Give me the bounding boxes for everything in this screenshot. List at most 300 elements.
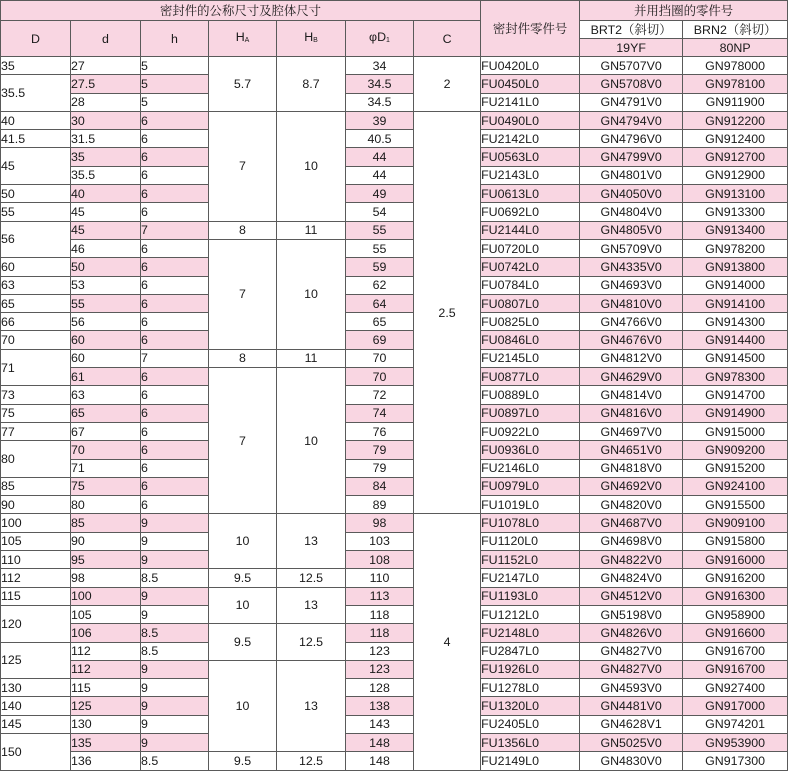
cell-brn2: GN917000 xyxy=(683,697,788,715)
table-row xyxy=(1,422,788,440)
table-row xyxy=(1,551,788,569)
table-row xyxy=(1,587,788,605)
cell-h: 9 xyxy=(141,679,209,697)
table-row xyxy=(1,514,788,532)
cell-brt2: GN4335V0 xyxy=(580,258,683,276)
cell-D1: 55 xyxy=(346,239,414,257)
cell-h: 8.5 xyxy=(141,752,209,770)
cell-brt2: GN4628V1 xyxy=(580,715,683,733)
cell-d: 61 xyxy=(71,368,141,386)
cell-D: 90 xyxy=(1,496,71,514)
cell-brt2: GN5025V0 xyxy=(580,733,683,751)
cell-D1: 70 xyxy=(346,368,414,386)
cell-brt2: GN4827V0 xyxy=(580,642,683,660)
cell-part-no: FU1120L0 xyxy=(481,532,580,550)
cell-h: 6 xyxy=(141,422,209,440)
cell-part-no: FU2148L0 xyxy=(481,624,580,642)
cell-h: 6 xyxy=(141,331,209,349)
cell-D1: 128 xyxy=(346,679,414,697)
cell-D: 50 xyxy=(1,185,71,203)
cell-brn2: GN913800 xyxy=(683,258,788,276)
cell-h: 9 xyxy=(141,660,209,678)
table-row xyxy=(1,368,788,386)
table-row xyxy=(1,203,788,221)
cell-part-no: FU0807L0 xyxy=(481,294,580,312)
cell-brt2: GN4810V0 xyxy=(580,294,683,312)
table-row xyxy=(1,569,788,587)
cell-part-no: FU0720L0 xyxy=(481,239,580,257)
cell-part-no: FU2143L0 xyxy=(481,166,580,184)
cell-d: 65 xyxy=(71,404,141,422)
cell-h: 6 xyxy=(141,459,209,477)
cell-part-no: FU0420L0 xyxy=(481,57,580,75)
cell-brn2: GN915000 xyxy=(683,422,788,440)
table-row xyxy=(1,624,788,642)
cell-part-no: FU2146L0 xyxy=(481,459,580,477)
cell-brt2: GN4593V0 xyxy=(580,679,683,697)
cell-D1: 113 xyxy=(346,587,414,605)
cell-h: 6 xyxy=(141,294,209,312)
cell-part-no: FU0936L0 xyxy=(481,441,580,459)
cell-d: 40 xyxy=(71,185,141,203)
cell-HA: 5.7 xyxy=(209,57,277,112)
cell-brn2: GN911900 xyxy=(683,93,788,111)
cell-brn2: GN916600 xyxy=(683,624,788,642)
cell-h: 6 xyxy=(141,130,209,148)
cell-HB: 10 xyxy=(277,111,346,221)
cell-h: 9 xyxy=(141,551,209,569)
cell-d: 71 xyxy=(71,459,141,477)
cell-brt2: GN4481V0 xyxy=(580,697,683,715)
cell-D: 60 xyxy=(1,258,71,276)
cell-D: 100 xyxy=(1,514,71,532)
cell-h: 9 xyxy=(141,514,209,532)
cell-part-no: FU0825L0 xyxy=(481,313,580,331)
cell-h: 6 xyxy=(141,313,209,331)
cell-brt2: GN4812V0 xyxy=(580,349,683,367)
cell-brn2: GN916700 xyxy=(683,660,788,678)
col-header-HB xyxy=(277,21,346,57)
cell-brn2: GN914000 xyxy=(683,276,788,294)
cell-HB: 10 xyxy=(277,239,346,349)
cell-part-no: FU0889L0 xyxy=(481,386,580,404)
col-header-D1-main: φD xyxy=(369,29,387,44)
cell-brt2: GN4820V0 xyxy=(580,496,683,514)
cell-D1: 110 xyxy=(346,569,414,587)
cell-d: 85 xyxy=(71,514,141,532)
cell-D1: 108 xyxy=(346,551,414,569)
cell-D: 56 xyxy=(1,221,71,258)
cell-brn2: GN958900 xyxy=(683,605,788,623)
cell-D1: 143 xyxy=(346,715,414,733)
cell-brn2: GN914900 xyxy=(683,404,788,422)
cell-D1: 148 xyxy=(346,733,414,751)
cell-brn2: GN914700 xyxy=(683,386,788,404)
cell-brt2: GN4818V0 xyxy=(580,459,683,477)
cell-D1: 70 xyxy=(346,349,414,367)
cell-part-no: FU2144L0 xyxy=(481,221,580,239)
cell-brt2: GN4824V0 xyxy=(580,569,683,587)
cell-D: 120 xyxy=(1,605,71,642)
cell-brn2: GN915500 xyxy=(683,496,788,514)
cell-part-no: FU0877L0 xyxy=(481,368,580,386)
cell-d: 70 xyxy=(71,441,141,459)
cell-d: 136 xyxy=(71,752,141,770)
cell-brn2: GN912400 xyxy=(683,130,788,148)
col-header-h: h xyxy=(141,21,209,57)
cell-D1: 79 xyxy=(346,441,414,459)
cell-d: 90 xyxy=(71,532,141,550)
cell-D: 40 xyxy=(1,111,71,129)
col-header-HA-main: H xyxy=(235,29,245,44)
col-header-HB-main: H xyxy=(304,29,314,44)
cell-D1: 69 xyxy=(346,331,414,349)
cell-h: 8.5 xyxy=(141,624,209,642)
cell-D: 41.5 xyxy=(1,130,71,148)
cell-part-no: FU1152L0 xyxy=(481,551,580,569)
cell-HB: 11 xyxy=(277,221,346,239)
col-header-HA xyxy=(209,21,277,57)
cell-part-no: FU1926L0 xyxy=(481,660,580,678)
cell-D: 110 xyxy=(1,551,71,569)
cell-brt2: GN4822V0 xyxy=(580,551,683,569)
cell-D1: 62 xyxy=(346,276,414,294)
cell-D1: 74 xyxy=(346,404,414,422)
cell-HA: 10 xyxy=(209,514,277,569)
table-row xyxy=(1,660,788,678)
cell-brt2: GN4804V0 xyxy=(580,203,683,221)
cell-brt2: GN4796V0 xyxy=(580,130,683,148)
cell-d: 27 xyxy=(71,57,141,75)
cell-part-no: FU1078L0 xyxy=(481,514,580,532)
col-header-HB-sub: B xyxy=(313,36,318,44)
cell-D: 45 xyxy=(1,148,71,185)
cell-h: 9 xyxy=(141,715,209,733)
cell-brn2: GN978100 xyxy=(683,75,788,93)
cell-D1: 65 xyxy=(346,313,414,331)
table-row xyxy=(1,221,788,239)
cell-D: 73 xyxy=(1,386,71,404)
brn2-header: BRN2（斜切） xyxy=(683,21,788,39)
table-row xyxy=(1,93,788,111)
cell-D: 71 xyxy=(1,349,71,386)
cell-D1: 40.5 xyxy=(346,130,414,148)
cell-brn2: GN914100 xyxy=(683,294,788,312)
brt2-material-header: 19YF xyxy=(580,39,683,57)
table-row xyxy=(1,258,788,276)
cell-h: 6 xyxy=(141,386,209,404)
cell-h: 6 xyxy=(141,111,209,129)
cell-h: 6 xyxy=(141,496,209,514)
cell-d: 60 xyxy=(71,331,141,349)
cell-h: 9 xyxy=(141,605,209,623)
cell-brt2: GN4791V0 xyxy=(580,93,683,111)
brt2-header: BRT2（斜切） xyxy=(580,21,683,39)
cell-part-no: FU1278L0 xyxy=(481,679,580,697)
cell-h: 6 xyxy=(141,368,209,386)
cell-HA: 10 xyxy=(209,587,277,624)
cell-brn2: GN913300 xyxy=(683,203,788,221)
table-row xyxy=(1,441,788,459)
col-header-HA-sub: A xyxy=(244,36,250,44)
cell-h: 8.5 xyxy=(141,642,209,660)
cell-brn2: GN915800 xyxy=(683,532,788,550)
table-row xyxy=(1,130,788,148)
cell-D: 35 xyxy=(1,57,71,75)
cell-part-no: FU0742L0 xyxy=(481,258,580,276)
cell-part-no: FU1019L0 xyxy=(481,496,580,514)
cell-brt2: GN4827V0 xyxy=(580,660,683,678)
cell-D1: 148 xyxy=(346,752,414,770)
cell-C: 4 xyxy=(414,514,481,770)
cell-HB: 12.5 xyxy=(277,752,346,770)
col-header-C: C xyxy=(414,21,481,57)
cell-HB: 13 xyxy=(277,660,346,751)
cell-brn2: GN914300 xyxy=(683,313,788,331)
cell-HB: 8.7 xyxy=(277,57,346,112)
dimension-group-header: 密封件的公称尺寸及腔体尺寸 xyxy=(1,1,481,21)
table-row xyxy=(1,166,788,184)
cell-part-no: FU2405L0 xyxy=(481,715,580,733)
cell-D: 66 xyxy=(1,313,71,331)
table-row xyxy=(1,532,788,550)
cell-part-no: FU2145L0 xyxy=(481,349,580,367)
cell-D1: 138 xyxy=(346,697,414,715)
cell-d: 35 xyxy=(71,148,141,166)
table-row xyxy=(1,294,788,312)
cell-HA: 9.5 xyxy=(209,624,277,661)
cell-h: 6 xyxy=(141,404,209,422)
cell-HB: 13 xyxy=(277,587,346,624)
cell-h: 9 xyxy=(141,733,209,751)
cell-part-no: FU2141L0 xyxy=(481,93,580,111)
cell-d: 31.5 xyxy=(71,130,141,148)
table-row xyxy=(1,752,788,770)
cell-h: 6 xyxy=(141,203,209,221)
cell-part-no: FU0450L0 xyxy=(481,75,580,93)
cell-D: 35.5 xyxy=(1,75,71,112)
cell-D: 65 xyxy=(1,294,71,312)
table-row xyxy=(1,605,788,623)
table-row xyxy=(1,715,788,733)
cell-h: 7 xyxy=(141,349,209,367)
table-row xyxy=(1,331,788,349)
cell-brn2: GN978200 xyxy=(683,239,788,257)
cell-d: 46 xyxy=(71,239,141,257)
table-row xyxy=(1,349,788,367)
cell-brt2: GN4697V0 xyxy=(580,422,683,440)
cell-D1: 72 xyxy=(346,386,414,404)
cell-brt2: GN4830V0 xyxy=(580,752,683,770)
cell-brn2: GN914400 xyxy=(683,331,788,349)
cell-brt2: GN4766V0 xyxy=(580,313,683,331)
cell-D: 105 xyxy=(1,532,71,550)
cell-D: 85 xyxy=(1,477,71,495)
cell-D1: 79 xyxy=(346,459,414,477)
cell-h: 9 xyxy=(141,587,209,605)
cell-part-no: FU2147L0 xyxy=(481,569,580,587)
table-row xyxy=(1,459,788,477)
cell-HA: 8 xyxy=(209,349,277,367)
cell-h: 9 xyxy=(141,532,209,550)
table-row xyxy=(1,185,788,203)
cell-brn2: GN916200 xyxy=(683,569,788,587)
cell-D1: 34.5 xyxy=(346,75,414,93)
cell-d: 112 xyxy=(71,660,141,678)
cell-brn2: GN924100 xyxy=(683,477,788,495)
cell-d: 45 xyxy=(71,203,141,221)
cell-d: 130 xyxy=(71,715,141,733)
table-row xyxy=(1,477,788,495)
cell-d: 63 xyxy=(71,386,141,404)
cell-d: 115 xyxy=(71,679,141,697)
cell-brn2: GN914500 xyxy=(683,349,788,367)
col-header-D: D xyxy=(1,21,71,57)
cell-D: 150 xyxy=(1,733,71,770)
cell-d: 45 xyxy=(71,221,141,239)
cell-d: 105 xyxy=(71,605,141,623)
cell-d: 112 xyxy=(71,642,141,660)
cell-d: 135 xyxy=(71,733,141,751)
table-body xyxy=(1,57,788,771)
cell-d: 106 xyxy=(71,624,141,642)
cell-D: 75 xyxy=(1,404,71,422)
cell-part-no: FU1356L0 xyxy=(481,733,580,751)
cell-brt2: GN5709V0 xyxy=(580,239,683,257)
cell-brt2: GN4801V0 xyxy=(580,166,683,184)
cell-h: 6 xyxy=(141,166,209,184)
cell-brn2: GN978000 xyxy=(683,57,788,75)
cell-D: 145 xyxy=(1,715,71,733)
cell-brn2: GN915200 xyxy=(683,459,788,477)
cell-d: 60 xyxy=(71,349,141,367)
cell-brt2: GN4512V0 xyxy=(580,587,683,605)
table-row xyxy=(1,679,788,697)
cell-HA: 7 xyxy=(209,111,277,221)
table-row xyxy=(1,733,788,751)
cell-HA: 9.5 xyxy=(209,752,277,770)
cell-HA: 10 xyxy=(209,660,277,751)
cell-h: 5 xyxy=(141,93,209,111)
cell-h: 6 xyxy=(141,258,209,276)
col-header-d: d xyxy=(71,21,141,57)
cell-d: 125 xyxy=(71,697,141,715)
table-row xyxy=(1,386,788,404)
cell-part-no: FU0692L0 xyxy=(481,203,580,221)
cell-D1: 76 xyxy=(346,422,414,440)
cell-D1: 34.5 xyxy=(346,93,414,111)
cell-brt2: GN4826V0 xyxy=(580,624,683,642)
cell-brt2: GN4050V0 xyxy=(580,185,683,203)
cell-D1: 98 xyxy=(346,514,414,532)
cell-D: 112 xyxy=(1,569,71,587)
table-row xyxy=(1,57,788,75)
cell-h: 9 xyxy=(141,697,209,715)
cell-h: 6 xyxy=(141,239,209,257)
cell-h: 5 xyxy=(141,57,209,75)
cell-brt2: GN4629V0 xyxy=(580,368,683,386)
cell-d: 50 xyxy=(71,258,141,276)
cell-part-no: FU1320L0 xyxy=(481,697,580,715)
cell-brt2: GN5708V0 xyxy=(580,75,683,93)
cell-D1: 49 xyxy=(346,185,414,203)
cell-d: 67 xyxy=(71,422,141,440)
cell-brn2: GN916300 xyxy=(683,587,788,605)
cell-HB: 12.5 xyxy=(277,624,346,661)
cell-HA: 9.5 xyxy=(209,569,277,587)
cell-part-no: FU0979L0 xyxy=(481,477,580,495)
cell-D1: 103 xyxy=(346,532,414,550)
cell-part-no: FU0613L0 xyxy=(481,185,580,203)
cell-HA: 8 xyxy=(209,221,277,239)
cell-D1: 118 xyxy=(346,624,414,642)
cell-D: 63 xyxy=(1,276,71,294)
cell-HB: 10 xyxy=(277,368,346,514)
cell-D1: 55 xyxy=(346,221,414,239)
cell-d: 53 xyxy=(71,276,141,294)
seal-part-no-header: 密封件零件号 xyxy=(481,1,580,57)
cell-part-no: FU2149L0 xyxy=(481,752,580,770)
cell-d: 35.5 xyxy=(71,166,141,184)
cell-d: 28 xyxy=(71,93,141,111)
cell-brn2: GN953900 xyxy=(683,733,788,751)
cell-D: 55 xyxy=(1,203,71,221)
cell-D1: 123 xyxy=(346,642,414,660)
cell-brt2: GN4693V0 xyxy=(580,276,683,294)
cell-brn2: GN909100 xyxy=(683,514,788,532)
table-row xyxy=(1,313,788,331)
cell-D: 140 xyxy=(1,697,71,715)
cell-D1: 84 xyxy=(346,477,414,495)
cell-D: 77 xyxy=(1,422,71,440)
cell-brn2: GN912200 xyxy=(683,111,788,129)
cell-HA: 7 xyxy=(209,239,277,349)
cell-brn2: GN912900 xyxy=(683,166,788,184)
table-row xyxy=(1,404,788,422)
cell-brn2: GN913100 xyxy=(683,185,788,203)
cell-part-no: FU1193L0 xyxy=(481,587,580,605)
cell-D1: 44 xyxy=(346,166,414,184)
table-row xyxy=(1,111,788,129)
col-header-D1-sub: 1 xyxy=(386,36,390,44)
cell-brn2: GN916700 xyxy=(683,642,788,660)
cell-brt2: GN5198V0 xyxy=(580,605,683,623)
cell-brt2: GN4816V0 xyxy=(580,404,683,422)
cell-part-no: FU0897L0 xyxy=(481,404,580,422)
brn2-material-header: 80NP xyxy=(683,39,788,57)
cell-part-no: FU0922L0 xyxy=(481,422,580,440)
backup-ring-header: 并用挡圈的零件号 xyxy=(580,1,788,21)
cell-HA: 7 xyxy=(209,368,277,514)
cell-brn2: GN912700 xyxy=(683,148,788,166)
cell-brt2: GN4692V0 xyxy=(580,477,683,495)
cell-D: 70 xyxy=(1,331,71,349)
cell-h: 5 xyxy=(141,75,209,93)
cell-h: 6 xyxy=(141,477,209,495)
cell-D1: 39 xyxy=(346,111,414,129)
cell-d: 56 xyxy=(71,313,141,331)
cell-part-no: FU0846L0 xyxy=(481,331,580,349)
cell-h: 6 xyxy=(141,185,209,203)
cell-D1: 44 xyxy=(346,148,414,166)
table-row xyxy=(1,239,788,257)
table-row xyxy=(1,148,788,166)
cell-D: 125 xyxy=(1,642,71,679)
cell-C: 2.5 xyxy=(414,111,481,514)
cell-brt2: GN4805V0 xyxy=(580,221,683,239)
cell-D1: 118 xyxy=(346,605,414,623)
cell-part-no: FU0490L0 xyxy=(481,111,580,129)
